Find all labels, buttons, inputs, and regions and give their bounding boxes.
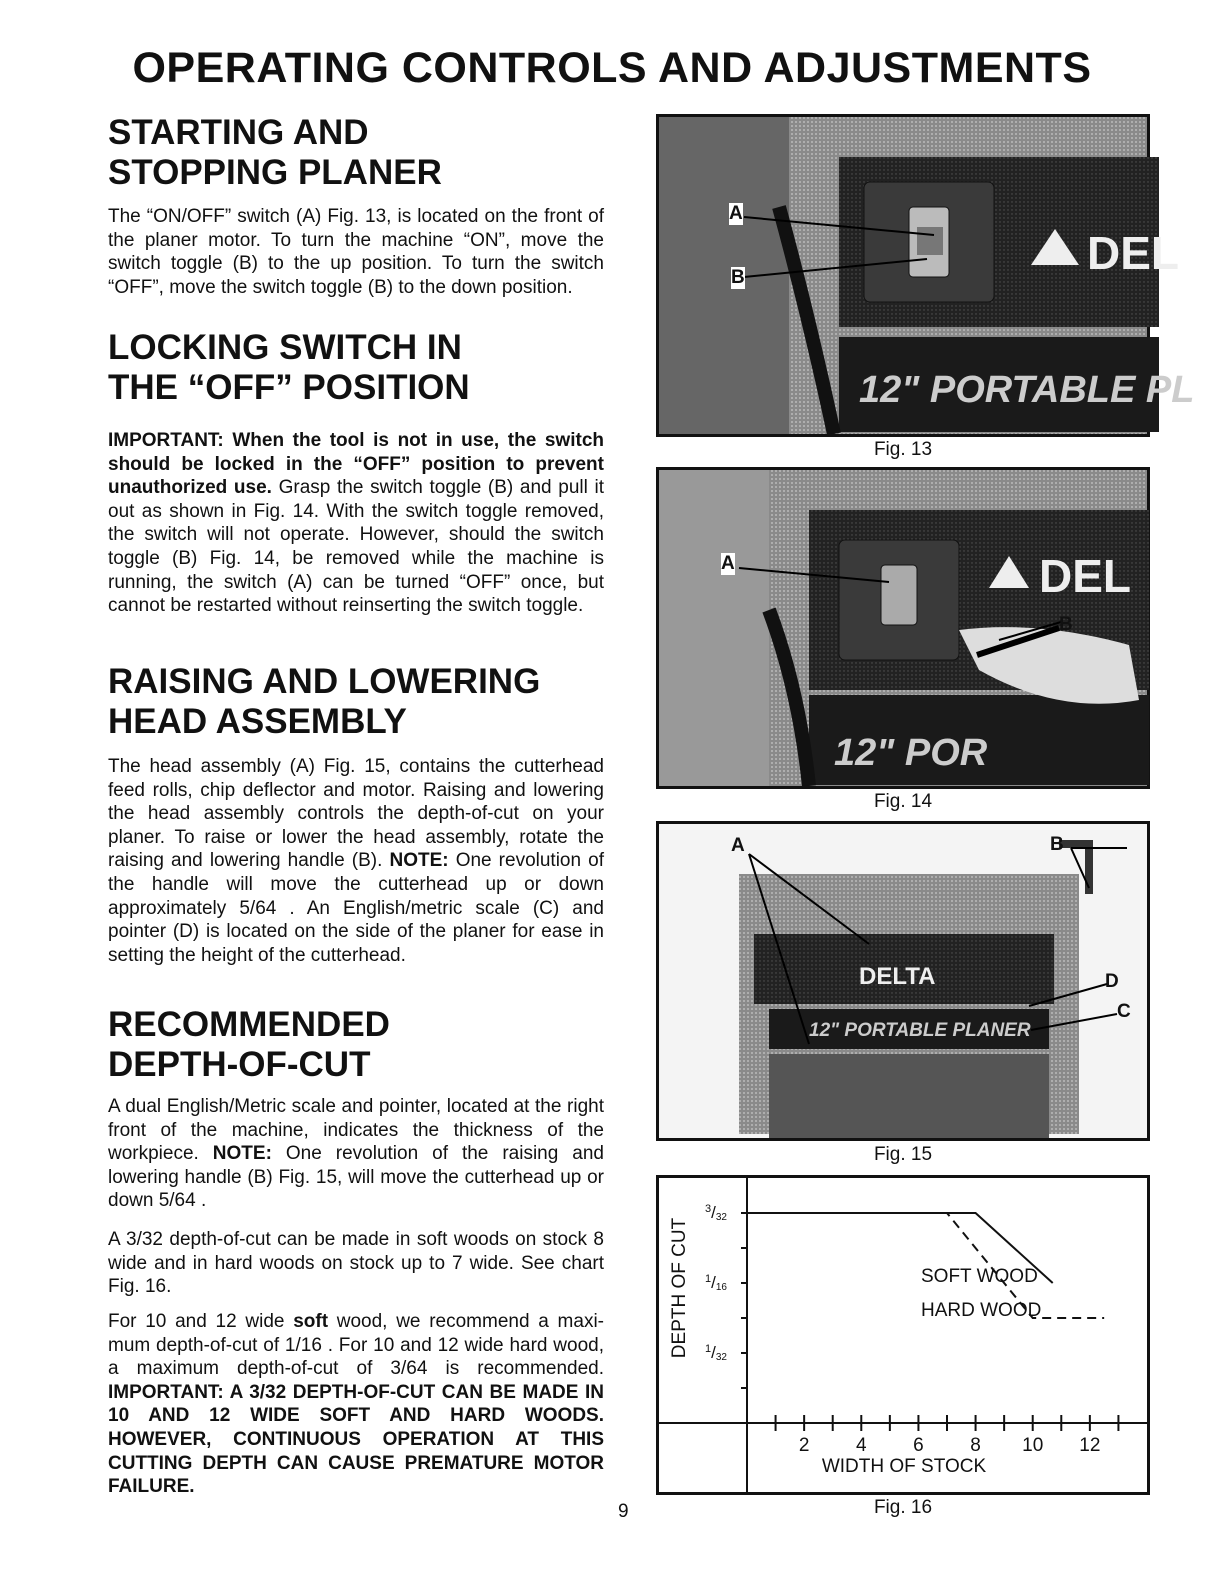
heading-line-2: THE “OFF” POSITION: [108, 368, 470, 407]
heading-line-1: STARTING AND: [108, 113, 369, 152]
important-text: IMPORTANT: When the tool is not in use, the switch should be locked in the “OFF” position to prevent unauthorized use.: [108, 430, 604, 499]
x-tick-label: 6: [913, 1435, 924, 1456]
page-number: 9: [618, 1501, 629, 1522]
brand-text: DELTA: [859, 963, 936, 990]
soft-wood-label: SOFT WOOD: [921, 1266, 1038, 1287]
label-a: A: [721, 553, 735, 574]
x-axis-label: WIDTH OF STOCK: [821, 1456, 987, 1477]
x-tick-label: 10: [1022, 1435, 1044, 1456]
body-text: wood, we recommend a maxi-mum depth-of-cut of 1/16 . For 10 and 12 wide hard wood, a maximum depth-of-cut of 3/64 is recommended.: [108, 1311, 604, 1380]
fig14-photo: [656, 467, 1150, 789]
heading-line-1: RECOMMENDED: [108, 1005, 390, 1044]
fig14-illustration: [659, 470, 1147, 786]
heading-raising-lowering: [108, 662, 540, 742]
y-tick-label: $^3$/32: [705, 1203, 727, 1223]
label-a: A: [731, 835, 745, 856]
heading-line-1: RAISING AND LOWERING: [108, 662, 541, 701]
fig16-caption: Fig. 16: [873, 1497, 933, 1518]
x-tick-label: 12: [1079, 1435, 1101, 1456]
note-label: NOTE:: [212, 1143, 272, 1165]
label-b: B: [1050, 834, 1064, 855]
body-text: Grasp the switch toggle (B) and pull it out as shown in Fig. 14. With the switch toggle removed, the switch will not operate. However, should the switch toggle (B) Fig. 14, be removed while the machine is running, the switch (A) can be turned “OFF” once, but cannot be restarted without reinserting the switch toggle.: [108, 477, 604, 617]
y-axis-label: DEPTH OF CUT: [669, 1217, 690, 1359]
heading-line-2: DEPTH-OF-CUT: [108, 1045, 371, 1084]
x-tick-label: 8: [970, 1435, 981, 1456]
heading-line-2: HEAD ASSEMBLY: [108, 702, 407, 741]
brand-text: DEL: [1087, 227, 1179, 279]
label-d: D: [1105, 971, 1119, 992]
para-recommendation: [108, 1310, 604, 1499]
label-b: B: [1059, 614, 1073, 635]
fig13-photo: [656, 114, 1195, 437]
fig16-chart: [656, 1175, 1150, 1495]
label-b: B: [731, 267, 745, 288]
para-starting-stopping: The “ON/OFF” switch (A) Fig. 13, is located on the front of the planer motor. To turn the machine “ON”, move the switch toggle (B) to the up position. To turn the switch “OFF”, move the switch toggle (B) to the down position.: [108, 206, 604, 298]
hard-wood-label: HARD WOOD: [921, 1300, 1042, 1321]
y-tick-label: $^1$/16: [705, 1273, 727, 1293]
important-text: IMPORTANT: A 3/32 DEPTH-OF-CUT CAN BE MADE IN 10 AND 12 WIDE SOFT AND HARD WOODS. HOWEVER, CONTINUOUS OPERATION AT THIS CUTTING DEPTH CAN CAUSE PREMATURE MOTOR FAILURE.: [108, 1381, 604, 1498]
heading-starting-stopping: [108, 113, 442, 193]
para-dual-scale: [108, 1095, 604, 1213]
label-a: A: [729, 203, 743, 224]
body-text: One revolution of the raising and lowering handle (B) Fig. 15, will move the cutterhead up or down 5/64 .: [108, 1143, 604, 1212]
note-label: NOTE:: [389, 850, 449, 872]
x-tick-label: 4: [855, 1435, 867, 1456]
plate-text: 12" POR: [834, 732, 988, 774]
label-c: C: [1117, 1001, 1131, 1022]
fig15-photo: [656, 821, 1150, 1141]
para-locking-switch: [108, 429, 604, 618]
fig13-caption: Fig. 13: [873, 439, 933, 460]
x-tick-label: 2: [798, 1435, 810, 1456]
heading-line-1: LOCKING SWITCH IN: [108, 328, 462, 367]
page-title: OPERATING CONTROLS AND ADJUSTMENTS: [132, 44, 1092, 92]
heading-line-2: STOPPING PLANER: [108, 153, 442, 192]
fig15-illustration: [659, 824, 1147, 1138]
para-raising-lowering: [108, 755, 604, 967]
body-text: A dual English/Metric scale and pointer, located at the right front of the machine, indicates the thickness of the workpiece.: [108, 1096, 604, 1165]
y-tick-label: $^1$/32: [705, 1343, 727, 1363]
para-depth-capacity: A 3/32 depth-of-cut can be made in soft woods on stock 8 wide and in hard woods on stock up to 7 wide. See chart Fig. 16.: [108, 1229, 604, 1298]
soft-bold: soft: [293, 1311, 329, 1332]
brand-text: DEL: [1039, 550, 1131, 602]
body-text: One revolution of the handle will move the cutterhead up or down approximately 5/64 . An English/metric scale (C) and pointer (D) is located on the side of the planer for ease in setting the height of the cutterhead.: [108, 850, 604, 966]
plate-text: 12" PORTABLE PL: [859, 369, 1195, 411]
body-text: The head assembly (A) Fig. 15, contains the cutterhead feed rolls, chip deflector and motor. Raising and lowering the head assembly controls the depth-of-cut on your planer. To raise or lower the head assembly, rotate the raising and lowering handle (B).: [108, 756, 604, 872]
body-text: For 10 and 12 wide: [108, 1311, 294, 1332]
heading-recommended-depth: [108, 1005, 390, 1085]
depth-of-cut-chart: [659, 1178, 1147, 1492]
fig14-caption: Fig. 14: [873, 791, 933, 812]
plate-text: 12" PORTABLE PLANER: [809, 1020, 1031, 1041]
heading-locking-switch: [108, 328, 470, 408]
fig15-caption: Fig. 15: [873, 1144, 933, 1165]
